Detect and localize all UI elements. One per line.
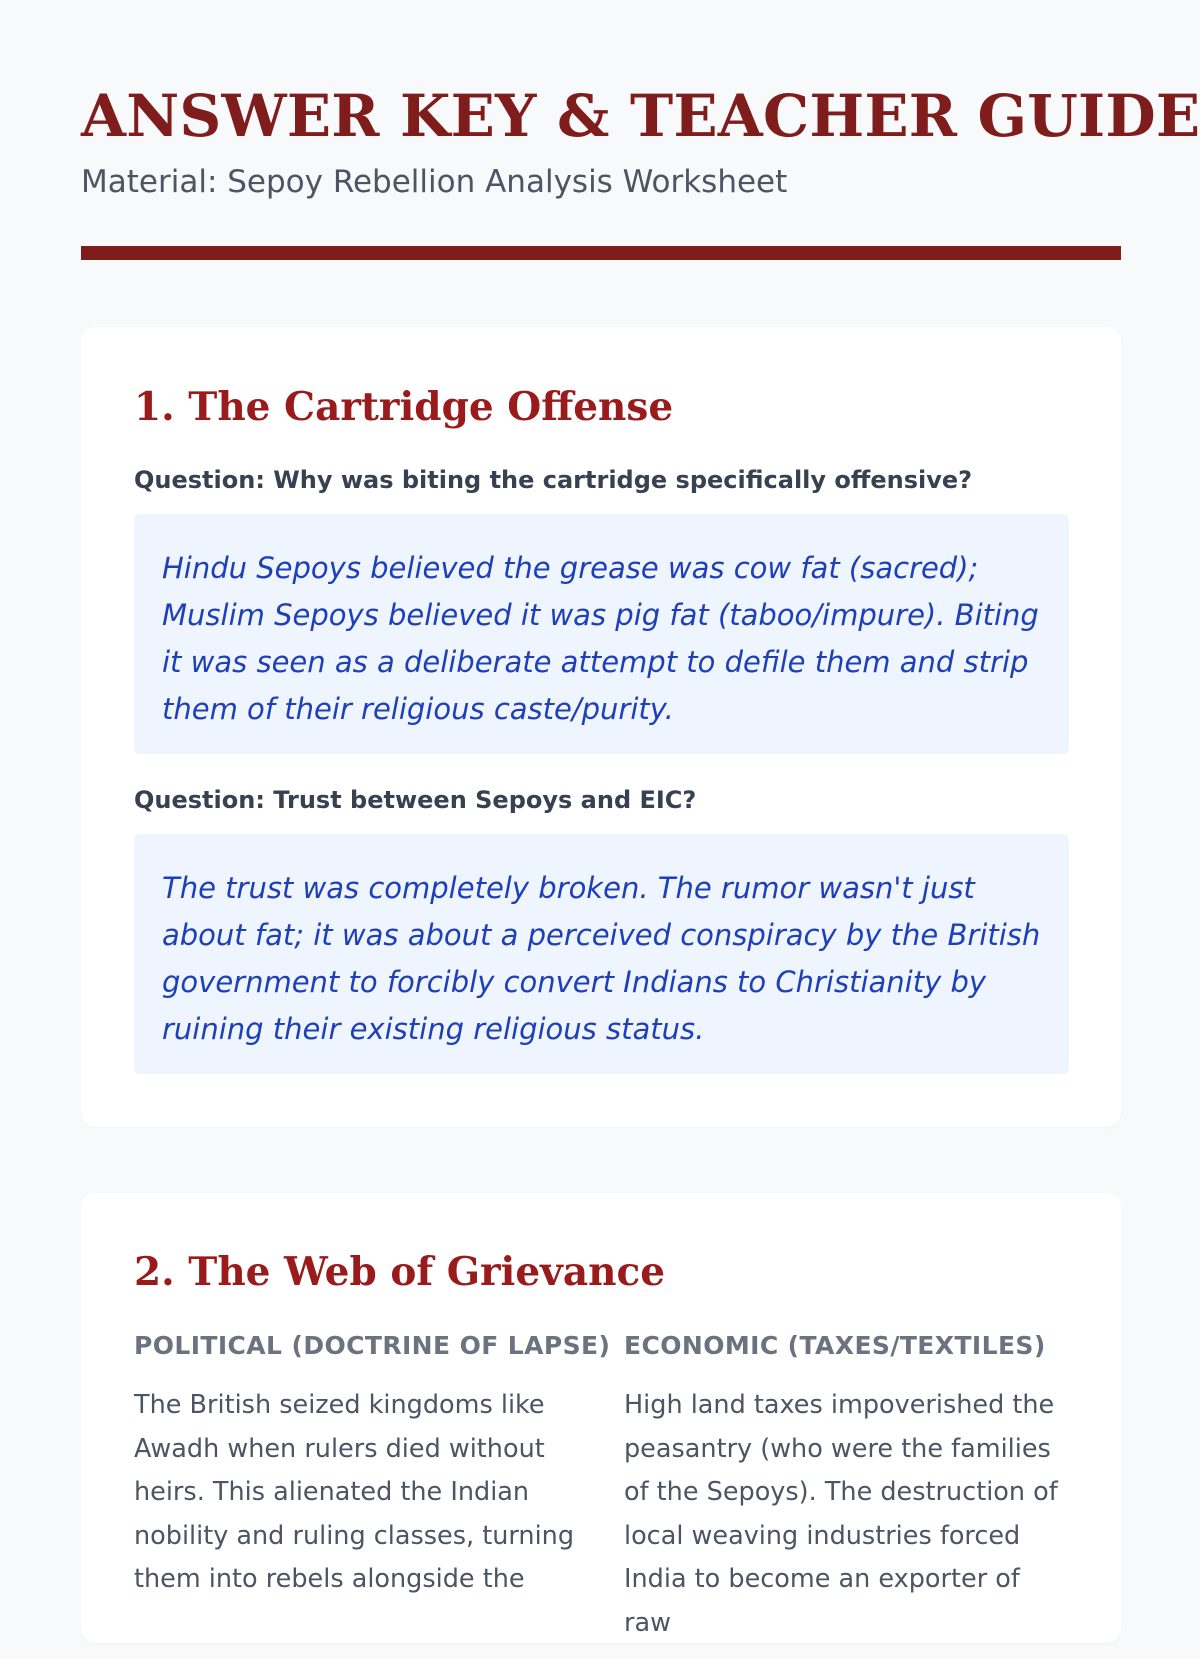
political-column [134, 1329, 611, 1659]
political-text: The British seized kingdoms like Awadh when rulers died without heirs. This alienated the Indian nobility and ruling classes, turning them into rebels alongside the [134, 1390, 575, 1594]
question-trust-sepoys-eic: Question: Trust between Sepoys and EIC? [134, 786, 697, 814]
economic-text: High land taxes impoverished the peasantry (who were the families of the Sepoys). The destruction of local weaving industries forced India to become an exporter of raw [624, 1390, 1058, 1638]
question-biting-cartridge: Question: Why was biting the cartridge specifically offensive? [134, 466, 973, 494]
economic-column [624, 1329, 1069, 1659]
section-title: 2. The Web of Grievance [134, 1249, 666, 1295]
page-header [81, 76, 1200, 202]
page-title: ANSWER KEY & TEACHER GUIDE [81, 82, 1200, 150]
economic-heading: ECONOMIC (TAXES/TEXTILES) [624, 1331, 1046, 1360]
material-subtitle: Material: Sepoy Rebellion Analysis Worksheet [81, 164, 788, 200]
section-web-of-grievance [81, 1193, 1121, 1643]
header-divider [81, 246, 1121, 260]
grievance-columns [134, 1329, 1069, 1659]
political-heading: POLITICAL (DOCTRINE OF LAPSE) [134, 1331, 611, 1360]
answer-box-biting-cartridge: Hindu Sepoys believed the grease was cow fat (sacred); Muslim Sepoys believed it was pig fat (taboo/impure). Biting it was seen as a deliberate attempt to defile them and strip them of their religious caste/purity. [134, 514, 1069, 754]
section-cartridge-offense [81, 327, 1121, 1127]
section-title: 1. The Cartridge Offense [134, 384, 674, 430]
answer-box-trust-sepoys-eic: The trust was completely broken. The rumor wasn't just about fat; it was about a perceived conspiracy by the British government to forcibly convert Indians to Christianity by ruining their existing religious status. [134, 834, 1069, 1074]
